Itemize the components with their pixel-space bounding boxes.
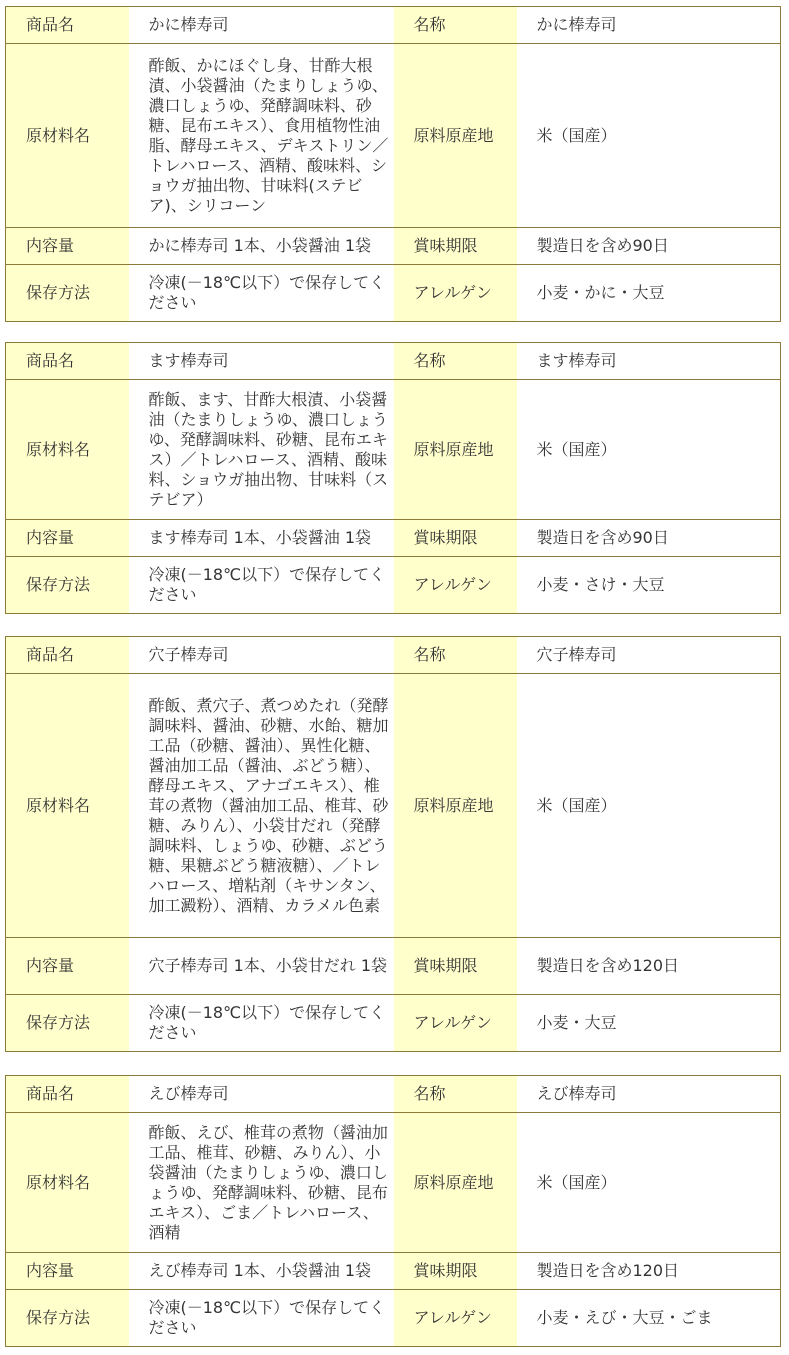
value-expiry: 製造日を含め90日 <box>517 520 781 557</box>
label-name: 名称 <box>394 343 517 380</box>
label-product-name: 商品名 <box>6 343 129 380</box>
label-allergen: アレルゲン <box>394 1290 517 1347</box>
row-contents <box>6 520 781 557</box>
label-origin: 原料原産地 <box>394 44 517 228</box>
value-allergen: 小麦・えび・大豆・ごま <box>517 1290 781 1347</box>
label-name: 名称 <box>394 7 517 44</box>
label-origin: 原料原産地 <box>394 380 517 520</box>
row-product-name <box>6 637 781 674</box>
label-expiry: 賞味期限 <box>394 1253 517 1290</box>
value-storage: 冷凍(－18℃以下）で保存してください <box>129 557 394 614</box>
value-contents: ます棒寿司 1本、小袋醤油 1袋 <box>129 520 394 557</box>
row-product-name <box>6 343 781 380</box>
value-contents: えび棒寿司 1本、小袋醤油 1袋 <box>129 1253 394 1290</box>
value-ingredients: 酢飯、ます、甘酢大根漬、小袋醤油（たまりしょうゆ、濃口しょうゆ、発酵調味料、砂糖、昆布エキス）／トレハロース、酒精、酸味料、ショウガ抽出物、甘味料（ステビア） <box>129 380 394 520</box>
label-allergen: アレルゲン <box>394 995 517 1052</box>
value-allergen: 小麦・大豆 <box>517 995 781 1052</box>
row-product-name <box>6 7 781 44</box>
row-storage <box>6 265 781 322</box>
row-contents <box>6 1253 781 1290</box>
label-product-name: 商品名 <box>6 637 129 674</box>
value-ingredients: 酢飯、煮穴子、煮つめたれ（発酵調味料、醤油、砂糖、水飴、糖加工品（砂糖、醤油）、異性化糖、醤油加工品（醤油、ぶどう糖）、酵母エキス、アナゴエキス）、椎茸の煮物（醤油加工品、椎茸、砂糖、みりん）、小袋甘だれ（発酵調味料、しょうゆ、砂糖、ぶどう糖、果糖ぶどう糖液糖）、／トレハロース、増粘剤（キサンタン、加工澱粉）、酒精、カラメル色素 <box>129 674 394 938</box>
value-contents: 穴子棒寿司 1本、小袋甘だれ 1袋 <box>129 938 394 995</box>
row-product-name <box>6 1076 781 1113</box>
product-table-anago <box>5 636 781 1052</box>
label-name: 名称 <box>394 1076 517 1113</box>
value-allergen: 小麦・さけ・大豆 <box>517 557 781 614</box>
label-storage: 保存方法 <box>6 557 129 614</box>
value-origin: 米（国産） <box>517 674 781 938</box>
label-storage: 保存方法 <box>6 995 129 1052</box>
label-contents: 内容量 <box>6 520 129 557</box>
label-allergen: アレルゲン <box>394 265 517 322</box>
label-product-name: 商品名 <box>6 1076 129 1113</box>
value-ingredients: 酢飯、えび、椎茸の煮物（醤油加工品、椎茸、砂糖、みりん）、小袋醤油（たまりしょうゆ、濃口しょうゆ、発酵調味料、砂糖、昆布エキス）、ごま／トレハロース、酒精 <box>129 1113 394 1253</box>
label-origin: 原料原産地 <box>394 674 517 938</box>
row-storage <box>6 995 781 1052</box>
value-storage: 冷凍(－18℃以下）で保存してください <box>129 995 394 1052</box>
value-expiry: 製造日を含め120日 <box>517 938 781 995</box>
value-origin: 米（国産） <box>517 1113 781 1253</box>
label-contents: 内容量 <box>6 1253 129 1290</box>
value-name: ます棒寿司 <box>517 343 781 380</box>
row-contents <box>6 228 781 265</box>
row-storage <box>6 1290 781 1347</box>
value-storage: 冷凍(－18℃以下）で保存してください <box>129 1290 394 1347</box>
label-expiry: 賞味期限 <box>394 520 517 557</box>
label-expiry: 賞味期限 <box>394 228 517 265</box>
label-product-name: 商品名 <box>6 7 129 44</box>
value-product-name: かに棒寿司 <box>129 7 394 44</box>
product-table-ebi <box>5 1075 781 1347</box>
label-ingredients: 原材料名 <box>6 1113 129 1253</box>
label-storage: 保存方法 <box>6 265 129 322</box>
value-product-name: 穴子棒寿司 <box>129 637 394 674</box>
value-name: えび棒寿司 <box>517 1076 781 1113</box>
value-storage: 冷凍(－18℃以下）で保存してください <box>129 265 394 322</box>
product-table-masu <box>5 342 781 614</box>
row-contents <box>6 938 781 995</box>
value-name: 穴子棒寿司 <box>517 637 781 674</box>
value-origin: 米（国産） <box>517 44 781 228</box>
value-origin: 米（国産） <box>517 380 781 520</box>
product-table-kani <box>5 6 781 322</box>
label-storage: 保存方法 <box>6 1290 129 1347</box>
value-product-name: ます棒寿司 <box>129 343 394 380</box>
label-ingredients: 原材料名 <box>6 380 129 520</box>
row-ingredients <box>6 1113 781 1253</box>
row-ingredients <box>6 44 781 228</box>
label-expiry: 賞味期限 <box>394 938 517 995</box>
value-ingredients: 酢飯、かにほぐし身、甘酢大根漬、小袋醤油（たまりしょうゆ、濃口しょうゆ、発酵調味料、砂糖、昆布エキス）、食用植物性油脂、酵母エキス、デキストリン／トレハロース、酒精、酸味料、ショウガ抽出物、甘味料(ステビア)、シリコーン <box>129 44 394 228</box>
value-product-name: えび棒寿司 <box>129 1076 394 1113</box>
label-ingredients: 原材料名 <box>6 674 129 938</box>
label-contents: 内容量 <box>6 938 129 995</box>
value-contents: かに棒寿司 1本、小袋醤油 1袋 <box>129 228 394 265</box>
label-allergen: アレルゲン <box>394 557 517 614</box>
value-expiry: 製造日を含め90日 <box>517 228 781 265</box>
value-allergen: 小麦・かに・大豆 <box>517 265 781 322</box>
label-contents: 内容量 <box>6 228 129 265</box>
label-name: 名称 <box>394 637 517 674</box>
value-expiry: 製造日を含め120日 <box>517 1253 781 1290</box>
value-name: かに棒寿司 <box>517 7 781 44</box>
label-ingredients: 原材料名 <box>6 44 129 228</box>
row-ingredients <box>6 674 781 938</box>
row-storage <box>6 557 781 614</box>
row-ingredients <box>6 380 781 520</box>
label-origin: 原料原産地 <box>394 1113 517 1253</box>
